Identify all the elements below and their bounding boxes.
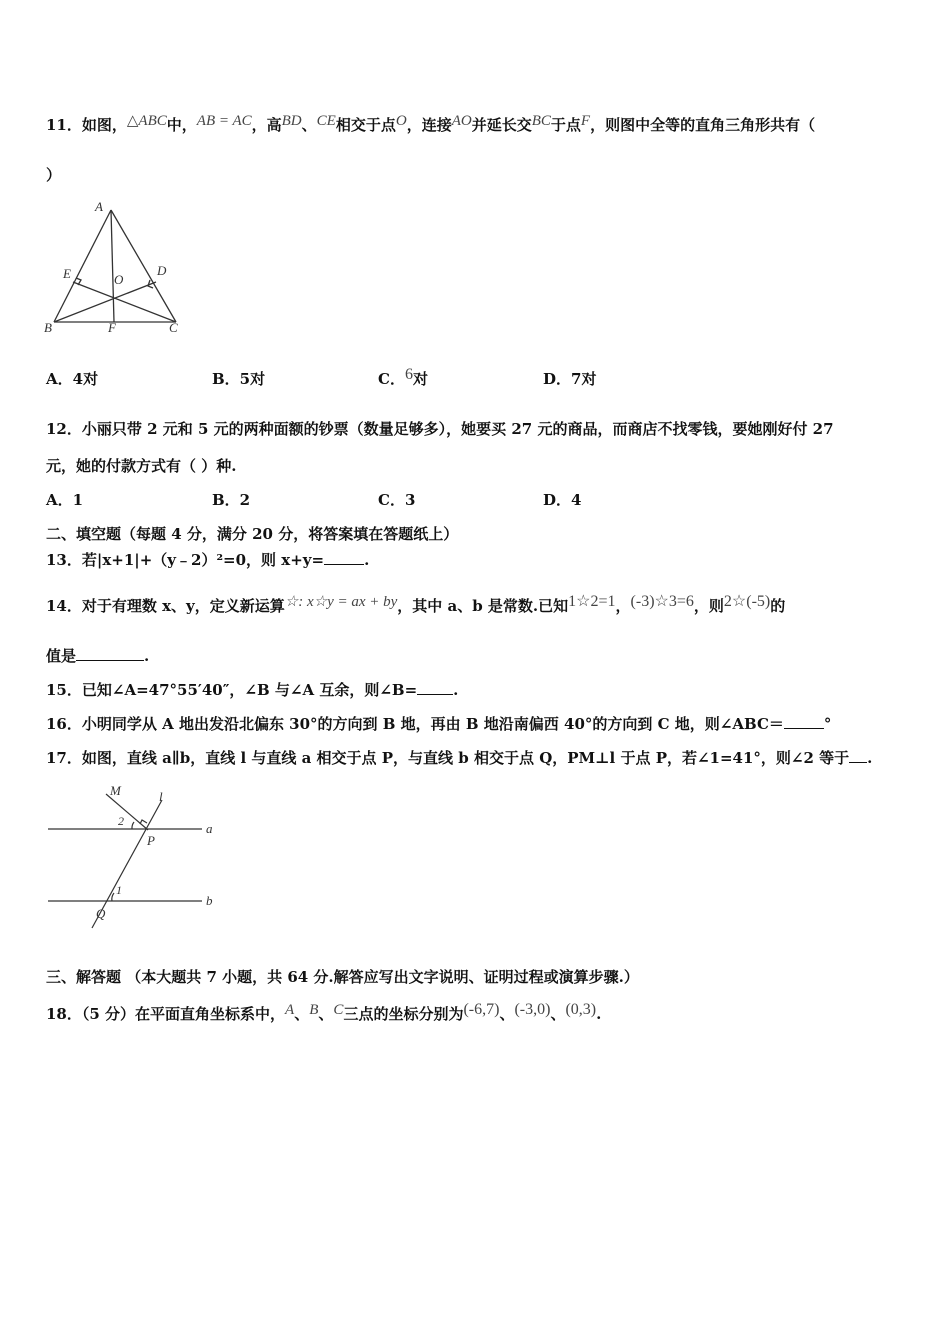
- math-coordinate-b: (-3,0): [514, 1001, 551, 1018]
- section-solutions-heading: 三、解答题 （本大题共 7 小题，共 64 分.解答应写出文字说明、证明过程或演算步骤.）: [46, 968, 639, 986]
- math-point-a: A: [285, 1002, 295, 1018]
- q11-option-b: B．5对: [212, 370, 266, 388]
- q12-option-d: D．4: [543, 491, 582, 509]
- answer-blank: [324, 550, 364, 565]
- answer-blank: [76, 646, 144, 661]
- label-e: E: [63, 266, 71, 281]
- math-condition-1: 1☆2=1: [568, 593, 616, 610]
- label-angle-2: 2: [118, 814, 124, 828]
- label-q: Q: [96, 906, 106, 921]
- q17-parallel-lines-figure: [44, 780, 224, 932]
- q11-line1: 11．如图，△ABC中，AB = AC，高BD、CE相交于点O，连接AO并延长交BC于点F，则图中全等的直角三角形共有（: [46, 113, 816, 134]
- math-ab-eq-ac: AB = AC: [196, 113, 252, 129]
- label-angle-1: 1: [116, 883, 122, 897]
- math-operation-definition: ☆: x☆y = ax + by: [284, 594, 398, 610]
- label-f: F: [108, 320, 116, 335]
- section-fill-in-heading: 二、填空题（每题 4 分，满分 20 分，将答案填在答题纸上）: [46, 525, 459, 543]
- q12-line1: 12．小丽只带 2 元和 5 元的两种面额的钞票（数量足够多），她要买 27 元的商品，而商店不找零钱，要她刚好付 27: [46, 420, 834, 438]
- answer-blank: [849, 748, 867, 763]
- math-o: O: [395, 113, 407, 129]
- q16: 16．小明同学从 A 地出发沿北偏东 30°的方向到 B 地，再由 B 地沿南偏西 40°的方向到 C 地，则∠ABC＝ °: [46, 715, 832, 733]
- math-condition-2: (-3)☆3=6: [630, 593, 694, 610]
- label-b: B: [44, 320, 52, 335]
- math-point-b: B: [309, 1002, 319, 1018]
- math-coordinate-a: (-6,7): [463, 1001, 500, 1018]
- math-ce: CE: [316, 113, 336, 129]
- q14-line1: 14．对于有理数 x、y，定义新运算☆: x☆y = ax + by，其中 a、b 是常数.已知1☆2=1，(-3)☆3=6，则2☆(-5)的: [46, 593, 786, 615]
- label-line-a: a: [206, 821, 213, 836]
- q17: 17．如图，直线 a∥b，直线 l 与直线 a 相交于点 P，与直线 b 相交于点 Q，PM⊥l 于点 P，若∠1=41°，则∠2 等于 .: [46, 749, 873, 767]
- label-a: A: [95, 199, 103, 214]
- math-target-expression: 2☆(-5): [723, 593, 771, 610]
- answer-blank: [417, 680, 453, 695]
- q11-triangle-figure: [44, 198, 194, 338]
- q11-option-a: A．4对: [46, 370, 99, 388]
- label-p: P: [147, 833, 155, 848]
- label-o: O: [114, 272, 124, 287]
- q13: 13．若|x+1|+（y﹣2）²=0，则 x+y= .: [46, 551, 370, 569]
- q11-close-paren: ）: [46, 166, 62, 184]
- answer-blank: [784, 714, 824, 729]
- label-d: D: [157, 263, 167, 278]
- math-bd: BD: [281, 113, 302, 129]
- q12-option-c: C．3: [378, 491, 416, 509]
- math-ao: AO: [451, 113, 472, 129]
- label-line-b: b: [206, 893, 213, 908]
- label-m: M: [110, 783, 121, 798]
- math-f: F: [580, 113, 591, 129]
- math-coordinate-c: (0,3): [565, 1001, 597, 1018]
- math-triangle-abc: △ABC: [126, 113, 167, 129]
- label-c: C: [169, 320, 178, 335]
- q12-option-a: A．1: [46, 491, 84, 509]
- q12-line2: 元，她的付款方式有（ ）种.: [46, 457, 237, 475]
- label-line-l: l: [159, 789, 163, 804]
- q12-option-b: B．2: [212, 491, 251, 509]
- q14-line2: 值是 .: [46, 647, 150, 665]
- q11-option-d: D．7对: [543, 370, 597, 388]
- math-point-c: C: [333, 1002, 344, 1018]
- q15: 15．已知∠A=47°55′40″，∠B 与∠A 互余，则∠B= .: [46, 681, 459, 699]
- math-bc: BC: [531, 113, 551, 129]
- q18: 18．（5 分）在平面直角坐标系中，A、B、C三点的坐标分别为(-6,7)、(-3,0)、(0,3).: [46, 1001, 602, 1023]
- q11-option-c: C．6对: [378, 366, 428, 388]
